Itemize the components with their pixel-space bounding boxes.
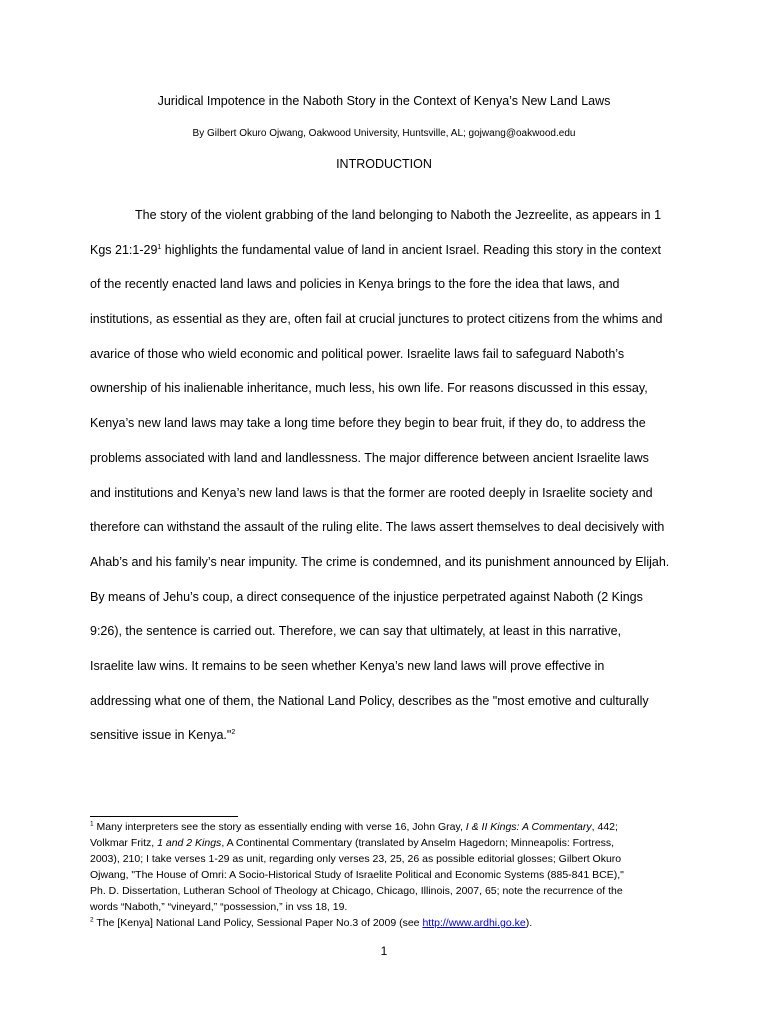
footnote-line: words “Naboth,” “vineyard,” “possession,” in vss 18, 19. (90, 901, 348, 913)
body-line: institutions, as essential as they are, often fail at crucial junctures to protect citizens from the whims and (90, 312, 663, 326)
author-byline: By Gilbert Okuro Ojwang, Oakwood University, Huntsville, AL; gojwang@oakwood.edu (192, 128, 576, 139)
body-text: highlights the fundamental value of land in ancient Israel. Reading this story in the context (161, 243, 661, 257)
body-text: sensitive issue in Kenya." (90, 728, 232, 742)
body-line: addressing what one of them, the National Land Policy, describes as the "most emotive and culturally (90, 694, 649, 708)
footnote-text: The [Kenya] National Land Policy, Sessional Paper No.3 of 2009 (see (93, 917, 423, 929)
footnote-text: Many interpreters see the story as essentially ending with verse 16, John Gray, (93, 821, 466, 833)
footnote-line: Ph. D. Dissertation, Lutheran School of Theology at Chicago, Chicago, Illinois, 2007, 65; note the recurrence of the (90, 885, 623, 897)
body-text: Kgs 21:1-29 (90, 243, 158, 257)
document-title: Juridical Impotence in the Naboth Story in the Context of Kenya’s New Land Laws (157, 94, 611, 108)
body-line: By means of Jehu’s coup, a direct consequence of the injustice perpetrated against Naboth (2 Kings (90, 590, 643, 604)
body-line: avarice of those who wield economic and political power. Israelite laws fail to safeguard Naboth’s (90, 347, 625, 361)
footnote-line (90, 836, 614, 851)
body-line: The story of the violent grabbing of the land belonging to Naboth the Jezreelite, as appears in 1 (135, 208, 662, 222)
ardhi-link[interactable]: http://www.ardhi.go.ke (422, 917, 526, 929)
footnote-marker: 1 (90, 820, 94, 828)
body-line: problems associated with land and landlessness. The major difference between ancient Israelite laws (90, 451, 649, 465)
body-line (90, 726, 235, 744)
body-line: of the recently enacted land laws and policies in Kenya brings to the fore the idea that laws, and (90, 277, 620, 291)
footnote-line: Ojwang, "The House of Omri: A Socio-Historical Study of Israelite Political and Economic Systems (885-841 BCE)," (90, 869, 624, 881)
footnote-line: 2003), 210; I take verses 1-29 as unit, regarding only verses 23, 25, 26 as possible editorial glosses; Gilbert Okuro (90, 853, 622, 865)
footnote-text: , A Continental Commentary (translated by Anselm Hagedorn; Minneapolis: Fortress, (221, 837, 615, 849)
body-line: Ahab’s and his family’s near impunity. The crime is condemned, and its punishment announced by Elijah. (90, 555, 670, 569)
footnote-italic: I & II Kings: A Commentary (465, 821, 592, 833)
footnote-separator (90, 816, 238, 817)
body-line: Kenya’s new land laws may take a long time before they begin to bear fruit, if they do, to address the (90, 416, 646, 430)
footnote-ref-2[interactable]: 2 (231, 728, 236, 736)
body-line: 9:26), the sentence is carried out. Therefore, we can say that ultimately, at least in this narrative, (90, 624, 622, 638)
footnote-2 (90, 916, 532, 931)
section-heading: INTRODUCTION (336, 157, 432, 171)
body-line (90, 241, 661, 259)
footnote-italic: 1 and 2 Kings (157, 837, 222, 849)
body-line: and institutions and Kenya’s new land laws is that the former are rooted deeply in Israelite society and (90, 486, 653, 500)
footnote-text: Volkmar Fritz, (90, 837, 158, 849)
page-number: 1 (380, 944, 388, 958)
body-line: Israelite law wins. It remains to be seen whether Kenya’s new land laws will prove effective in (90, 659, 605, 673)
body-line: ownership of his inalienable inheritance, much less, his own life. For reasons discussed in this essay, (90, 381, 648, 395)
footnote-text: ). (525, 917, 533, 929)
footnote-marker: 2 (90, 916, 94, 924)
footnote-1 (90, 820, 618, 835)
footnote-ref-1[interactable]: 1 (157, 243, 162, 251)
body-line: therefore can withstand the assault of the ruling elite. The laws assert themselves to deal decisively with (90, 520, 665, 534)
footnote-text: , 442; (591, 821, 618, 833)
